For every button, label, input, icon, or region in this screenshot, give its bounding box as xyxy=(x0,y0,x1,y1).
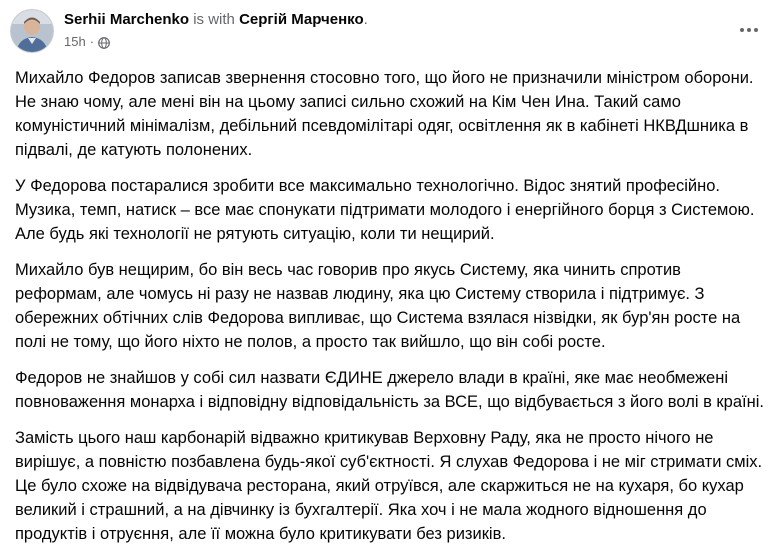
more-icon[interactable] xyxy=(737,20,761,40)
period: . xyxy=(363,11,368,28)
more-dot xyxy=(740,28,744,32)
post-time[interactable]: 15h xyxy=(64,34,86,49)
tagged-person[interactable]: Сергій Марченко xyxy=(239,11,364,28)
post-paragraph: У Федорова постаралися зробити все максимально технологічно. Відос знятий професійно. Музика, темп, натиск – все має спонукати підтримати молодого і енергійного борця з Системою. Але будь які технології не рятують ситуацію, коли ти нещирий. xyxy=(15,177,755,243)
post-text xyxy=(15,66,770,558)
post-paragraph: Замість цього наш карбонарій відважно критикував Верховну Раду, яка не просто нічого не вирішує, а повністю позбавлена будь-якої суб'єктності. Я слухав Федорова і не міг стримати сміх. Це було схоже на відвідувача ресторана, який отруївся, але скаржиться не на кухаря, бо кухар великий і страшний, а на дівчинку із бухгалтерії. Яка хоч і не мала жодного відношення до продуктів і отруєння, але її можна було критикувати без ризиків. xyxy=(15,429,763,543)
avatar[interactable] xyxy=(11,10,53,52)
avatar-photo xyxy=(11,10,53,52)
author-line xyxy=(64,10,368,30)
with-text: is with xyxy=(193,11,235,28)
post-paragraph: Михайло був нещирим, бо він весь час говорив про якусь Систему, яка чинить спротив реформам, але чомусь ні разу не назвав людину, яка цю Систему створила і підтримує. З обережних обтічних слів Федорова випливає, що Система взялася нізвідки, як бур'ян росте на полі не тому, що його ніхто не полов, а просто так вийшло, що він собі росте. xyxy=(15,261,741,351)
meta-separator: · xyxy=(89,34,95,49)
more-dot xyxy=(754,28,758,32)
post-header xyxy=(0,0,780,62)
author-name[interactable]: Serhii Marchenko xyxy=(64,11,190,28)
post-meta xyxy=(64,33,110,51)
more-dot xyxy=(747,28,751,32)
post-paragraph: Федоров не знайшов у собі сил назвати ЄДИНЕ джерело влади в країні, яке має необмежені повноваження монарха і відповідну відповідальність за ВСЕ, що відбувається з його волі в країні. xyxy=(15,369,764,411)
post-paragraph: Михайло Федоров записав звернення стосовно того, що його не призначили міністром оборони. Не знаю чому, але мені він на цьому записі сильно схожий на Кім Чен Ина. Такий само комуністичний мінімалізм, дебільний псевдомілітарі одяг, освітлення як в кабінеті НКВДшника в підвалі, де катують полонених. xyxy=(15,69,754,159)
globe-icon[interactable] xyxy=(98,36,110,48)
